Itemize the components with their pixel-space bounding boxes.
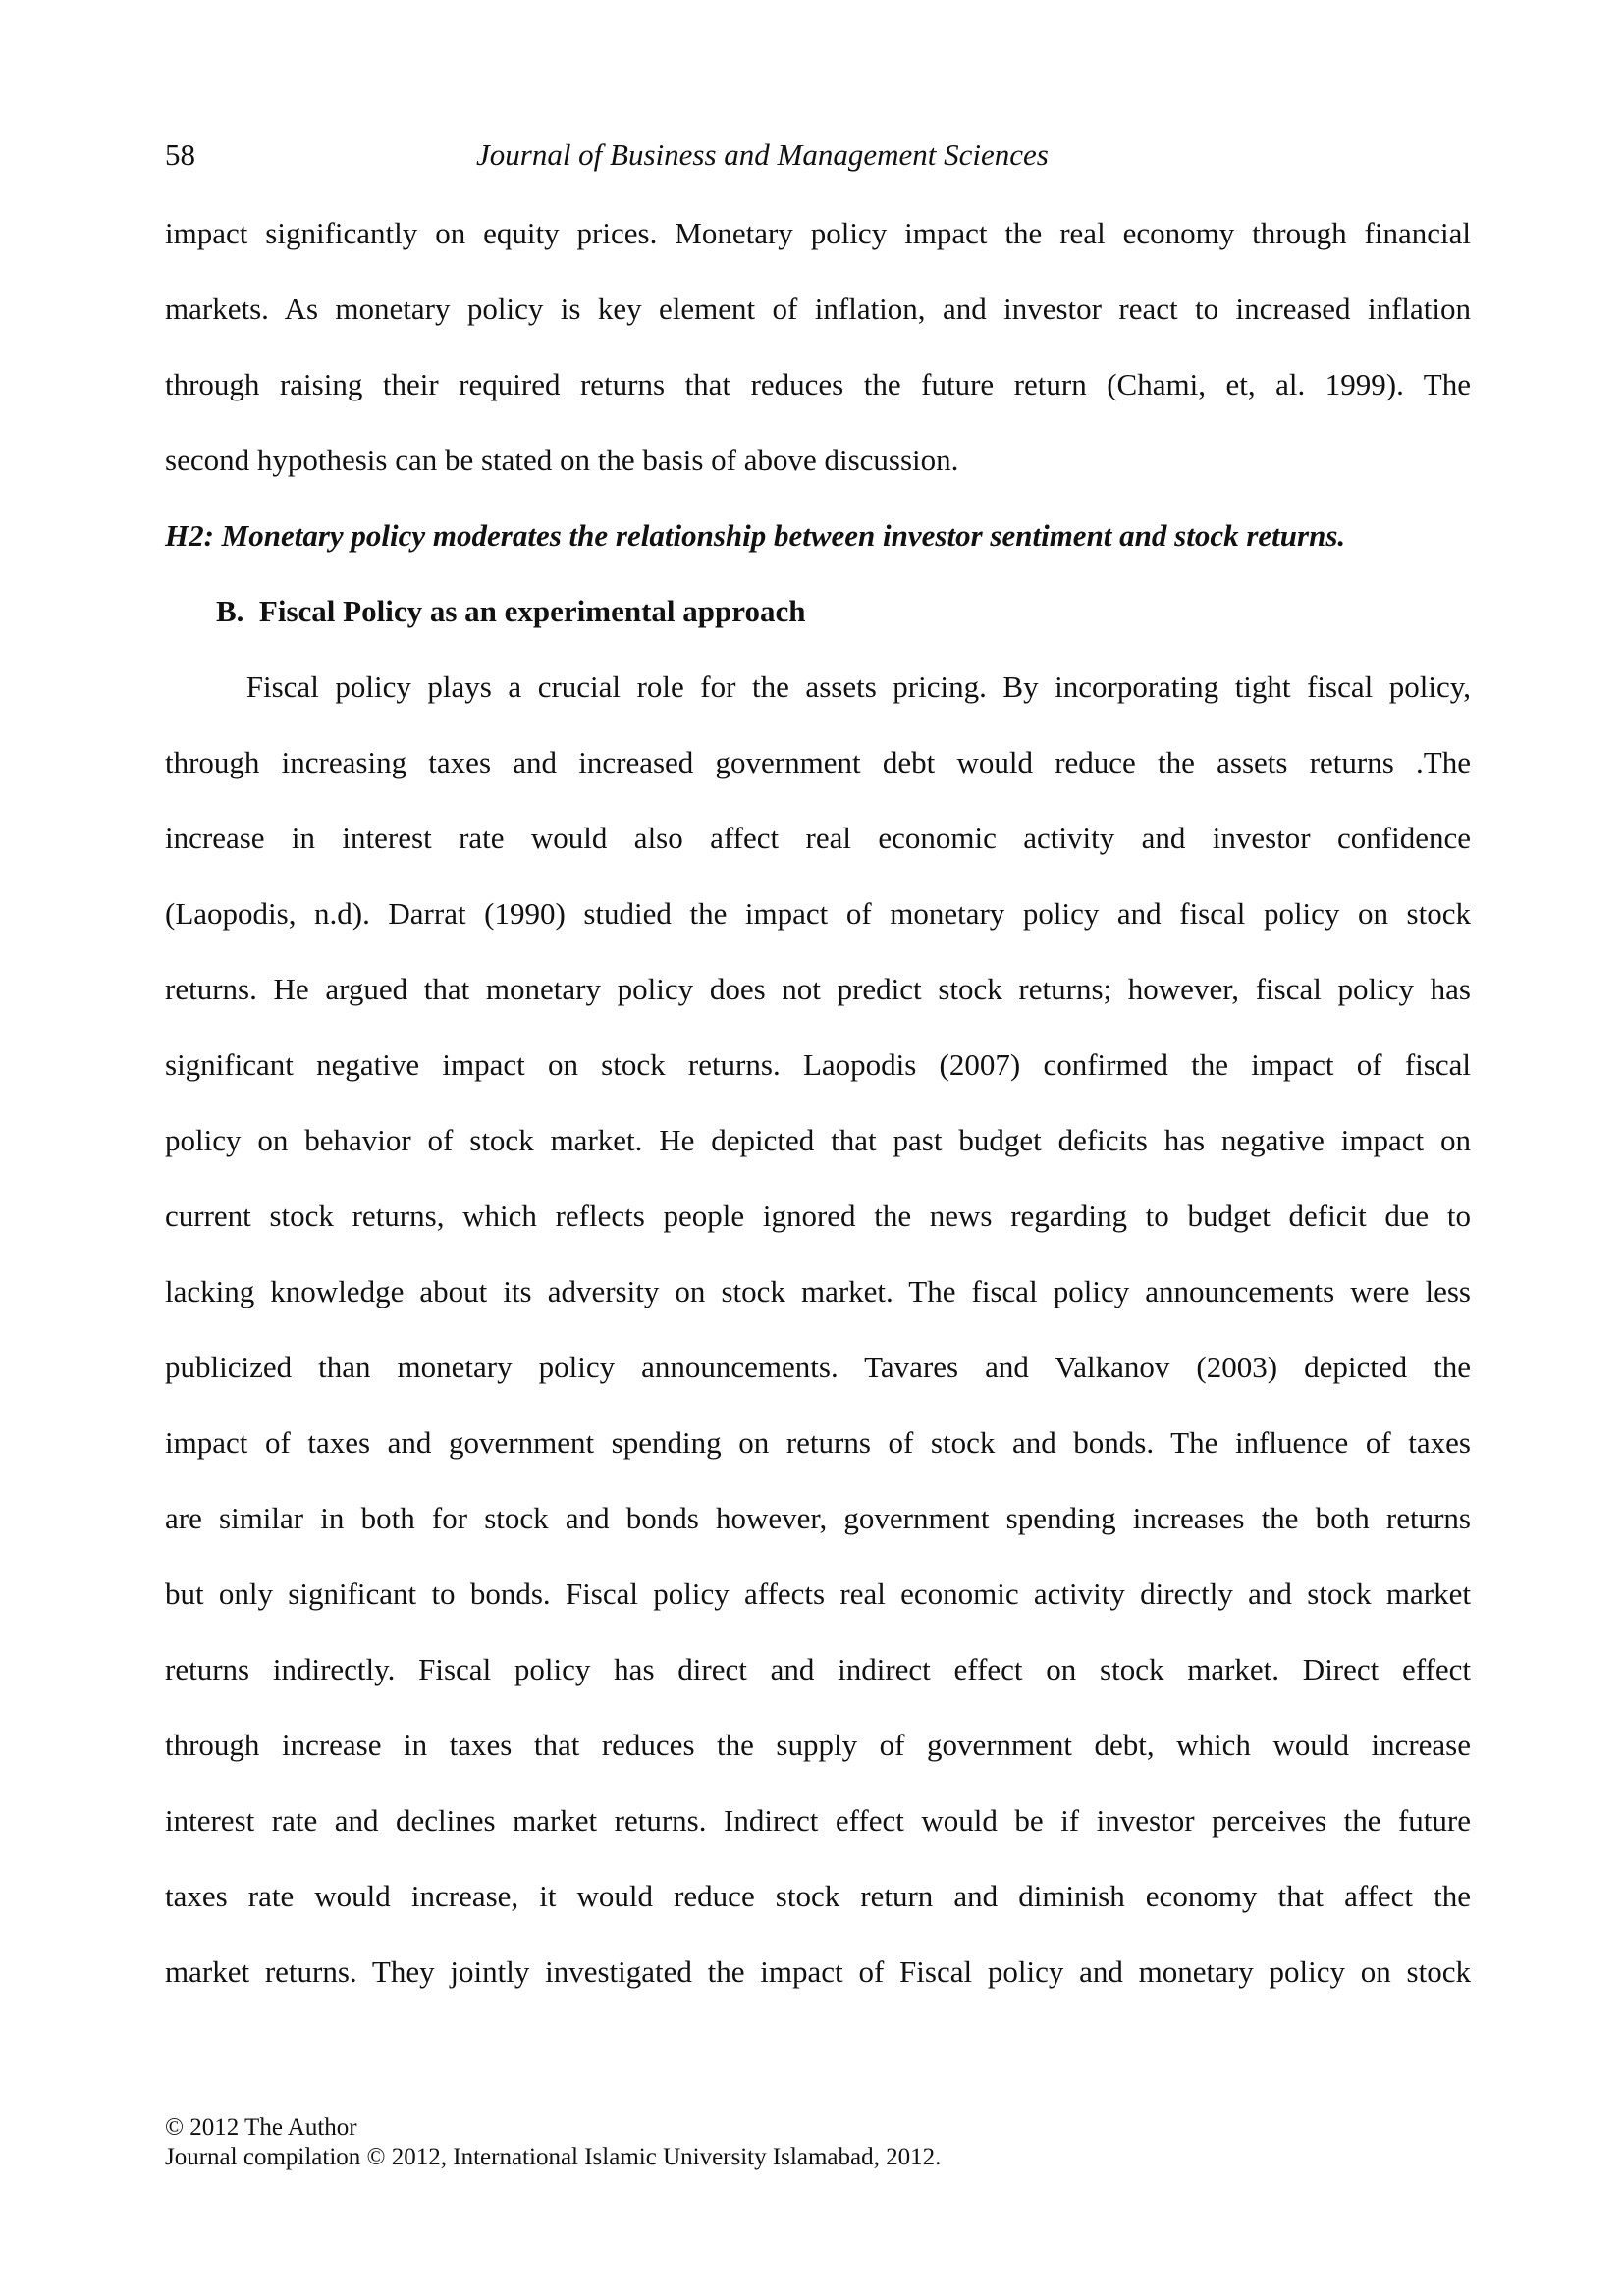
paragraph-2-line: publicized than monetary policy announcements. Tavares and Valkanov (2003) depicted the — [165, 1350, 1471, 1384]
footer-copyright: © 2012 The Author — [165, 2114, 357, 2141]
paragraph-2-line: interest rate and declines market returns. Indirect effect would be if investor perceives the future — [165, 1803, 1471, 1838]
paragraph-1-line: through raising their required returns that reduces the future return (Chami, et, al. 1999). The — [165, 367, 1471, 401]
footer-journal-compilation: Journal compilation © 2012, International Islamic University Islamabad, 2012. — [165, 2144, 942, 2170]
paragraph-2-line: (Laopodis, n.d). Darrat (1990) studied the impact of monetary policy and fiscal policy on stock — [165, 896, 1471, 931]
paragraph-2-line: Fiscal policy plays a crucial role for the assets pricing. By incorporating tight fiscal policy, — [165, 669, 1471, 704]
paragraph-2-line: increase in interest rate would also affect real economic activity and investor confidence — [165, 821, 1471, 855]
paragraph-2-line: market returns. They jointly investigated the impact of Fiscal policy and monetary policy on stock — [165, 1954, 1471, 1989]
page-number: 58 — [165, 137, 195, 172]
paragraph-2-line: impact of taxes and government spending on returns of stock and bonds. The influence of taxes — [165, 1425, 1471, 1460]
paragraph-1-line: second hypothesis can be stated on the basis of above discussion. — [165, 443, 959, 477]
paragraph-2-line: but only significant to bonds. Fiscal policy affects real economic activity directly and stock market — [165, 1576, 1471, 1611]
paragraph-2-line: lacking knowledge about its adversity on stock market. The fiscal policy announcements were less — [165, 1274, 1471, 1308]
paragraph-2-line: policy on behavior of stock market. He depicted that past budget deficits has negative impact on — [165, 1123, 1471, 1157]
running-head-journal-title: Journal of Business and Management Sciences — [476, 137, 1049, 172]
paragraph-1-line: markets. As monetary policy is key element of inflation, and investor react to increased inflation — [165, 292, 1471, 326]
paragraph-2-line: are similar in both for stock and bonds however, government spending increases the both returns — [165, 1501, 1471, 1535]
paragraph-1-line: impact significantly on equity prices. Monetary policy impact the real economy through financial — [165, 216, 1471, 250]
paragraph-2-line: returns indirectly. Fiscal policy has direct and indirect effect on stock market. Direct effect — [165, 1652, 1471, 1686]
paragraph-2-line: significant negative impact on stock returns. Laopodis (2007) confirmed the impact of fiscal — [165, 1047, 1471, 1082]
paragraph-2-line: through increasing taxes and increased government debt would reduce the assets returns .The — [165, 745, 1471, 779]
hypothesis-h2: H2: Monetary policy moderates the relationship between investor sentiment and stock returns. — [165, 518, 1346, 553]
paragraph-2-line: current stock returns, which reflects people ignored the news regarding to budget deficit due to — [165, 1199, 1471, 1233]
paragraph-2-line: returns. He argued that monetary policy does not predict stock returns; however, fiscal policy has — [165, 972, 1471, 1006]
section-heading-fiscal-policy: B. Fiscal Policy as an experimental approach — [216, 594, 806, 628]
paragraph-2-line: through increase in taxes that reduces the supply of government debt, which would increase — [165, 1728, 1471, 1762]
paragraph-2-line: taxes rate would increase, it would reduce stock return and diminish economy that affect the — [165, 1879, 1471, 1913]
